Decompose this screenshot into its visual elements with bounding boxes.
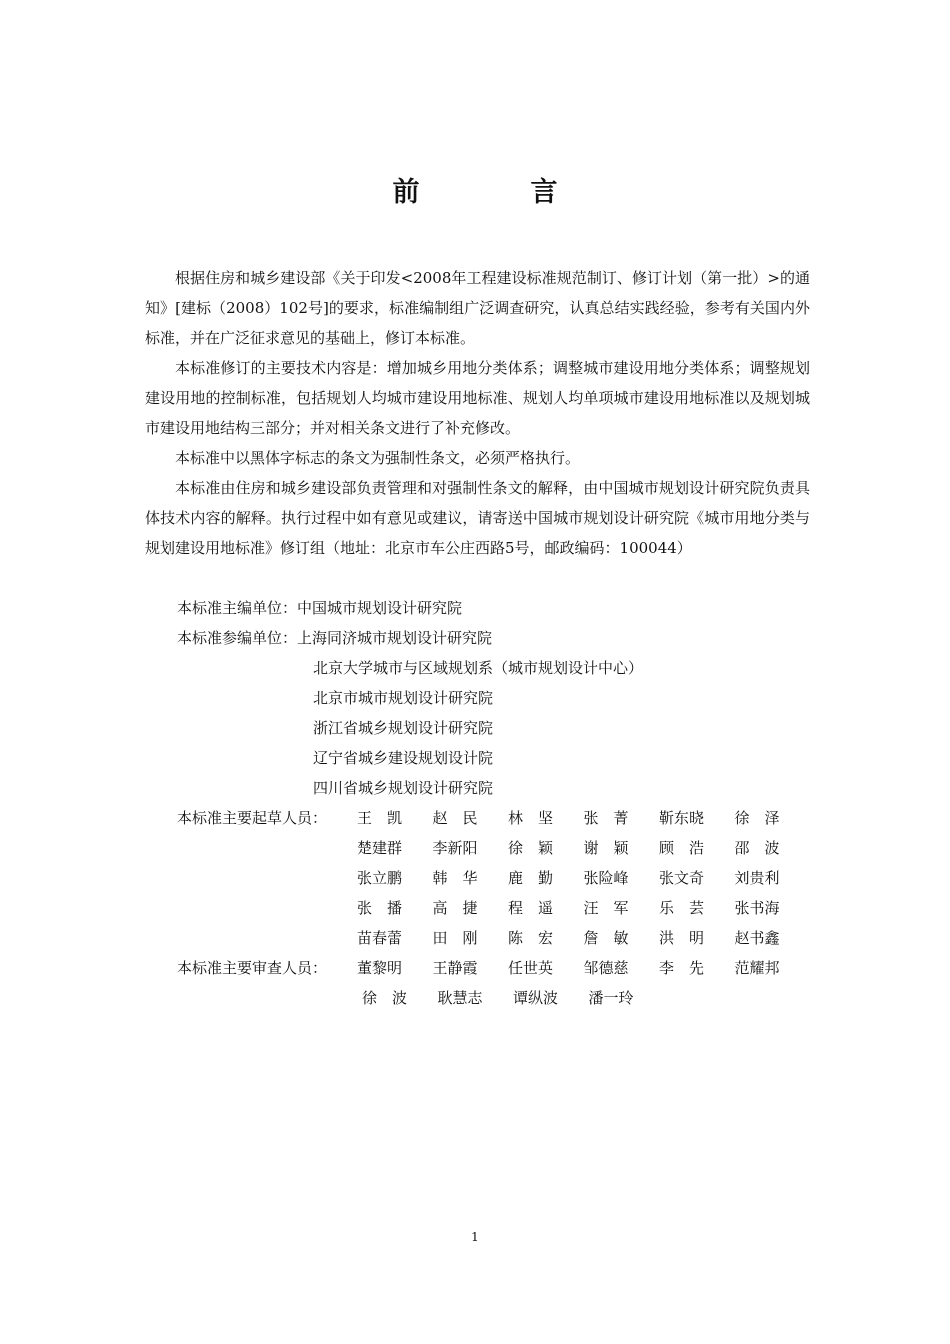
drafter-name: 张书海	[734, 899, 780, 917]
drafters-row	[145, 833, 810, 863]
reviewers-row	[145, 983, 810, 1013]
drafters-row	[145, 863, 810, 893]
drafter-name: 刘贵利	[734, 869, 780, 887]
drafter-name: 楚建群	[357, 839, 403, 857]
reviewer-name: 董黎明	[357, 959, 403, 977]
co-editor-item: 北京市城市规划设计研究院	[313, 689, 494, 707]
reviewer-name: 邹德慈	[583, 959, 629, 977]
drafter-name: 韩 华	[432, 869, 478, 887]
drafter-name: 靳东晓	[659, 809, 705, 827]
paragraph-2: 本标准修订的主要技术内容是：增加城乡用地分类体系；调整城市建设用地分类体系；调整规划建设用地的控制标准，包括规划人均城市建设用地标准、规划人均单项城市建设用地标准以及规划城市建设用地结构三部分；并对相关条文进行了补充修改。	[145, 359, 810, 437]
reviewer-name: 李 先	[659, 959, 705, 977]
chief-editor-row	[145, 593, 810, 623]
page-title: 前 言	[392, 177, 600, 208]
drafter-name: 李新阳	[432, 839, 478, 857]
drafter-name: 程 遥	[508, 899, 554, 917]
co-editor-item: 四川省城乡规划设计研究院	[313, 779, 494, 797]
drafter-name: 林 坚	[508, 809, 554, 827]
drafter-name: 谢 颖	[583, 839, 629, 857]
drafter-name: 徐 泽	[734, 809, 780, 827]
drafters-label: 本标准主要起草人员：	[177, 809, 328, 827]
drafter-name: 洪 明	[659, 929, 705, 947]
reviewer-name: 谭纵波	[513, 989, 559, 1007]
paragraph-4: 本标准由住房和城乡建设部负责管理和对强制性条文的解释，由中国城市规划设计研究院负责具体技术内容的解释。执行过程中如有意见或建议，请寄送中国城市规划设计研究院《城市用地分类与规划建设用地标准》修订组（地址：北京市车公庄西路5号，邮政编码：100044）	[145, 479, 810, 557]
reviewer-name: 徐 波	[362, 989, 408, 1007]
drafter-name: 张险峰	[583, 869, 629, 887]
drafter-name: 邵 波	[734, 839, 780, 857]
co-editor-item: 浙江省城乡规划设计研究院	[313, 719, 494, 737]
drafter-name: 王 凯	[357, 809, 403, 827]
drafter-name: 汪 军	[583, 899, 629, 917]
drafter-name: 苗春蕾	[357, 929, 403, 947]
preface-body	[145, 263, 810, 563]
reviewers-row	[145, 953, 810, 983]
drafters-row	[145, 893, 810, 923]
reviewer-name: 范耀邦	[734, 959, 780, 977]
drafter-name: 徐 颖	[508, 839, 554, 857]
page-number: 1	[471, 1230, 479, 1244]
chief-editor-label: 本标准主编单位：	[177, 599, 298, 617]
reviewer-name: 王静霞	[432, 959, 478, 977]
drafter-name: 高 捷	[432, 899, 478, 917]
drafter-name: 鹿 勤	[508, 869, 554, 887]
institutions	[145, 593, 810, 803]
drafter-name: 顾 浩	[659, 839, 705, 857]
co-editor-row	[145, 623, 810, 653]
co-editor-item: 辽宁省城乡建设规划设计院	[313, 749, 494, 767]
drafters-row	[145, 803, 810, 833]
co-editor-item: 上海同济城市规划设计研究院	[297, 629, 493, 647]
personnel	[145, 803, 810, 1013]
drafter-name: 张立鹏	[357, 869, 403, 887]
co-editor-item: 北京大学城市与区域规划系（城市规划设计中心）	[313, 659, 644, 677]
reviewer-name: 任世英	[508, 959, 554, 977]
drafter-name: 詹 敏	[583, 929, 629, 947]
drafter-name: 陈 宏	[508, 929, 554, 947]
reviewer-name: 潘一玲	[588, 989, 634, 1007]
drafter-name: 乐 芸	[659, 899, 705, 917]
co-editor-label: 本标准参编单位：	[177, 629, 298, 647]
drafters-row	[145, 923, 810, 953]
reviewers-label: 本标准主要审查人员：	[177, 959, 328, 977]
drafter-name: 田 刚	[432, 929, 478, 947]
chief-editor-value: 中国城市规划设计研究院	[297, 599, 463, 617]
paragraph-3: 本标准中以黑体字标志的条文为强制性条文，必须严格执行。	[175, 449, 581, 467]
drafter-name: 张 播	[357, 899, 403, 917]
drafter-name: 张文奇	[659, 869, 705, 887]
drafter-name: 赵 民	[432, 809, 478, 827]
drafter-name: 张 菁	[583, 809, 629, 827]
paragraph-1: 根据住房和城乡建设部《关于印发<2008年工程建设标准规范制订、修订计划（第一批）>的通知》[建标（2008）102号]的要求，标准编制组广泛调查研究，认真总结实践经验，参考有关国内外标准，并在广泛征求意见的基础上，修订本标准。	[145, 269, 810, 347]
drafter-name: 赵书鑫	[734, 929, 780, 947]
reviewer-name: 耿慧志	[437, 989, 483, 1007]
